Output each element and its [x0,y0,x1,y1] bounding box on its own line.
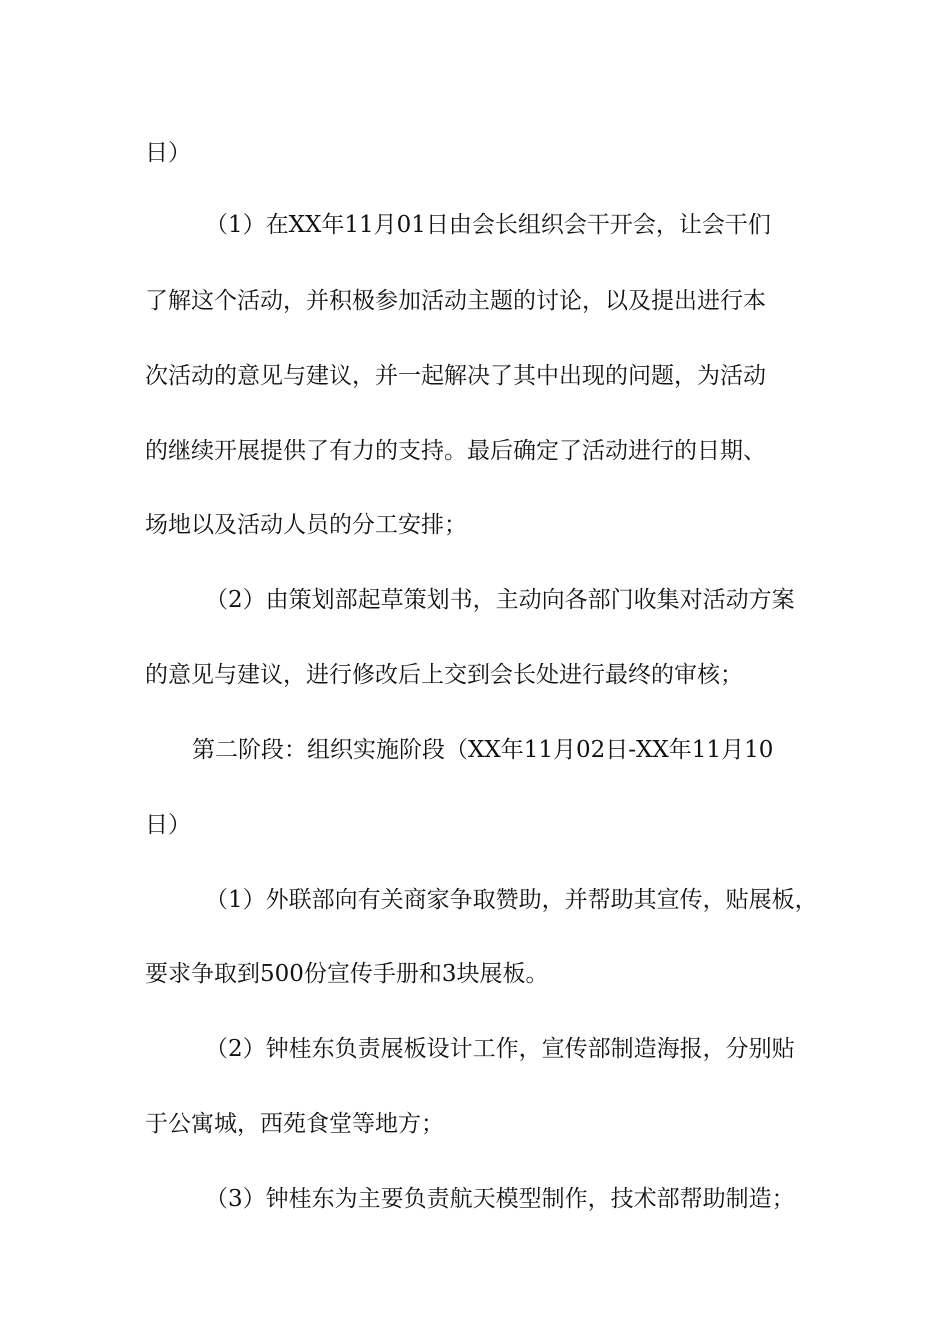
paragraph-2-line-1: （2）由策划部起草策划书，主动向各部门收集对活动方案 [205,587,795,613]
text-line-1: 日） [145,140,191,166]
paragraph-2-line-2: 的意见与建议，进行修改后上交到会长处进行最终的审核； [145,662,743,688]
paragraph-1-line-1: （1）在XX年11月01日由会长组织会干开会，让会干们 [205,212,771,238]
paragraph-3-line-2: 要求争取到500份宣传手册和3块展板。 [145,961,549,987]
paragraph-1-line-4: 的继续开展提供了有力的支持。最后确定了活动进行的日期、 [145,438,766,464]
paragraph-5-line-1: （3）钟桂东为主要负责航天模型制作，技术部帮助制造； [205,1186,795,1212]
stage-two-heading-line-2: 日） [145,812,191,838]
paragraph-4-line-1: （2）钟桂东负责展板设计工作，宣传部制造海报，分别贴 [205,1036,795,1062]
paragraph-4-line-2: 于公寓城，西苑食堂等地方； [145,1111,444,1137]
paragraph-1-line-5: 场地以及活动人员的分工安排； [145,512,467,538]
paragraph-3-line-1: （1）外联部向有关商家争取赞助，并帮助其宣传，贴展板， [205,887,818,913]
paragraph-1-line-3: 次活动的意见与建议，并一起解决了其中出现的问题，为活动 [145,363,766,389]
paragraph-1-line-2: 了解这个活动，并积极参加活动主题的讨论，以及提出进行本 [145,288,766,314]
stage-two-heading-line-1: 第二阶段：组织实施阶段（XX年11月02日-XX年11月10 [192,737,774,763]
